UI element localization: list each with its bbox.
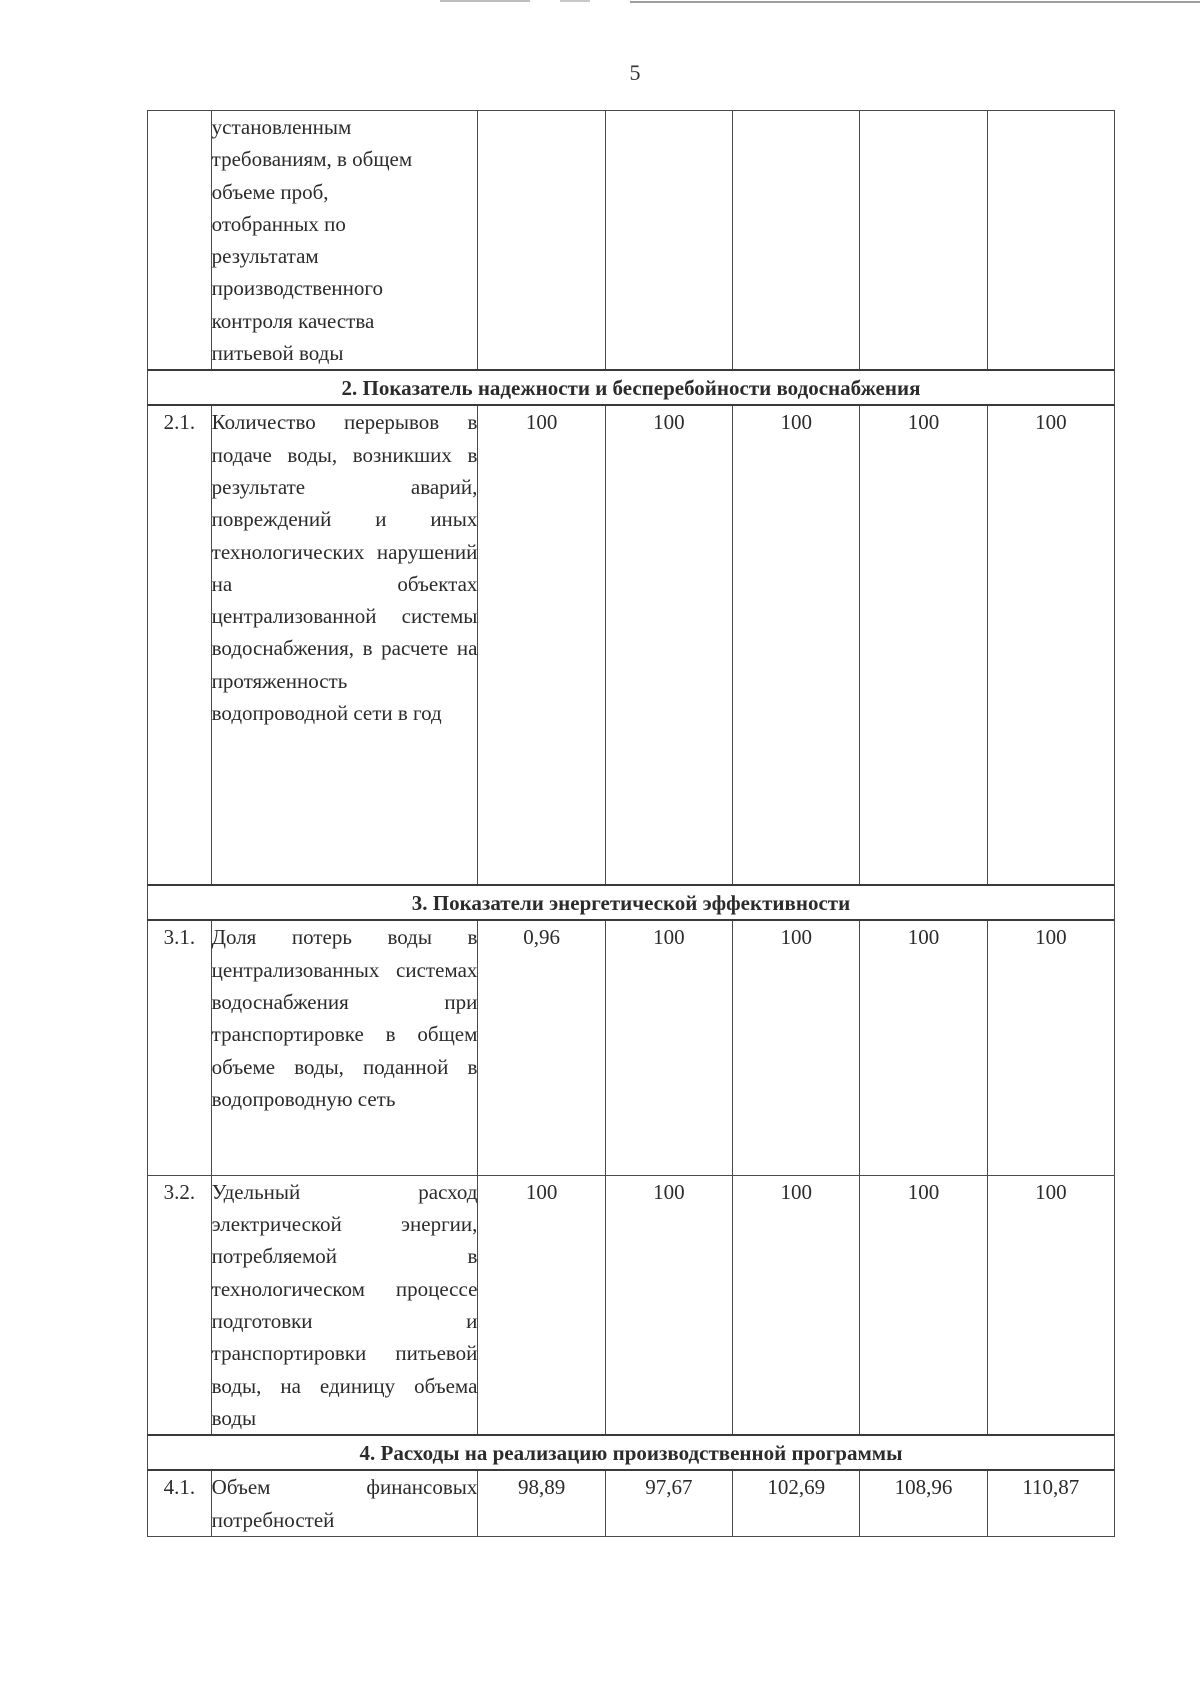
value-cell: 100	[860, 1175, 987, 1435]
value-cell: 100	[478, 1175, 605, 1435]
indicator-name	[211, 1470, 478, 1536]
name-line: установленным	[211, 115, 352, 139]
value-cell	[478, 111, 605, 371]
name-line: требованиям, в общем	[211, 147, 413, 172]
value-cell	[860, 111, 987, 371]
indicator-text: Доля потерь воды в централизованных системах водоснабжения при транспортировке в общем объеме воды, поданной в водопроводную сеть	[211, 925, 478, 1111]
row-number: 4.1.	[148, 1470, 212, 1536]
indicator-name	[211, 405, 478, 885]
value-cell: 100	[860, 405, 987, 885]
indicator-text: Количество перерывов в подаче воды, возникших в результате аварий, повреждений и иных технологических нарушений на объектах централизованной системы водоснабжения, в расчете на протяженность водопроводной сети в год	[211, 410, 478, 726]
page-number: 5	[629, 60, 641, 85]
value-cell: 108,96	[860, 1470, 987, 1536]
row-number: 3.2.	[148, 1175, 212, 1435]
value-cell	[987, 111, 1114, 371]
value-cell: 100	[733, 1175, 860, 1435]
value-cell: 97,67	[605, 1470, 732, 1536]
name-line: результатам	[211, 244, 319, 269]
table-row-4-1	[148, 1470, 1115, 1536]
row-number: 2.1.	[148, 405, 212, 885]
row-number: 3.1.	[148, 920, 212, 1175]
name-line: питьевой воды	[211, 341, 344, 366]
value-cell: 98,89	[478, 1470, 605, 1536]
value-cell: 100	[860, 920, 987, 1175]
value-cell: 100	[733, 920, 860, 1175]
table-row-3-2	[148, 1175, 1115, 1435]
indicator-name	[211, 1175, 478, 1435]
row-number	[148, 111, 212, 371]
value-cell: 100	[605, 405, 732, 885]
value-cell: 100	[605, 1175, 732, 1435]
value-cell: 100	[733, 405, 860, 885]
table-row-3-1	[148, 920, 1115, 1175]
value-cell	[733, 111, 860, 371]
section-header	[148, 1435, 1115, 1470]
indicator-text: Удельный расход электрической энергии, потребляемой в технологическом процессе подготовки и транспортировки питьевой воды, на единицу объема воды	[211, 1179, 478, 1430]
table-row-continuation	[148, 111, 1115, 371]
section-title: 4. Расходы на реализацию производственной программы	[148, 1435, 1115, 1470]
indicator-name	[211, 920, 478, 1175]
value-cell: 100	[605, 920, 732, 1175]
name-line: производственного	[211, 276, 383, 301]
indicators-table	[147, 110, 1115, 1537]
value-cell: 100	[987, 405, 1114, 885]
value-cell: 110,87	[987, 1470, 1114, 1536]
value-cell: 0,96	[478, 920, 605, 1175]
value-cell	[605, 111, 732, 371]
value-cell: 102,69	[733, 1470, 860, 1536]
name-line: отобранных по	[211, 211, 346, 236]
scan-edge-marks	[0, 0, 1200, 6]
indicator-text: Объем финансовых потребностей	[211, 1475, 478, 1532]
value-cell: 100	[987, 1175, 1114, 1435]
indicator-name	[211, 111, 478, 371]
name-line: контроля качества	[211, 308, 375, 333]
section-header	[148, 885, 1115, 920]
section-title: 2. Показатель надежности и бесперебойности водоснабжения	[148, 370, 1115, 405]
section-title: 3. Показатели энергетической эффективности	[148, 885, 1115, 920]
value-cell: 100	[987, 920, 1114, 1175]
name-line: объеме проб,	[211, 179, 329, 204]
table-row-2-1	[148, 405, 1115, 885]
value-cell: 100	[478, 405, 605, 885]
section-header	[148, 370, 1115, 405]
